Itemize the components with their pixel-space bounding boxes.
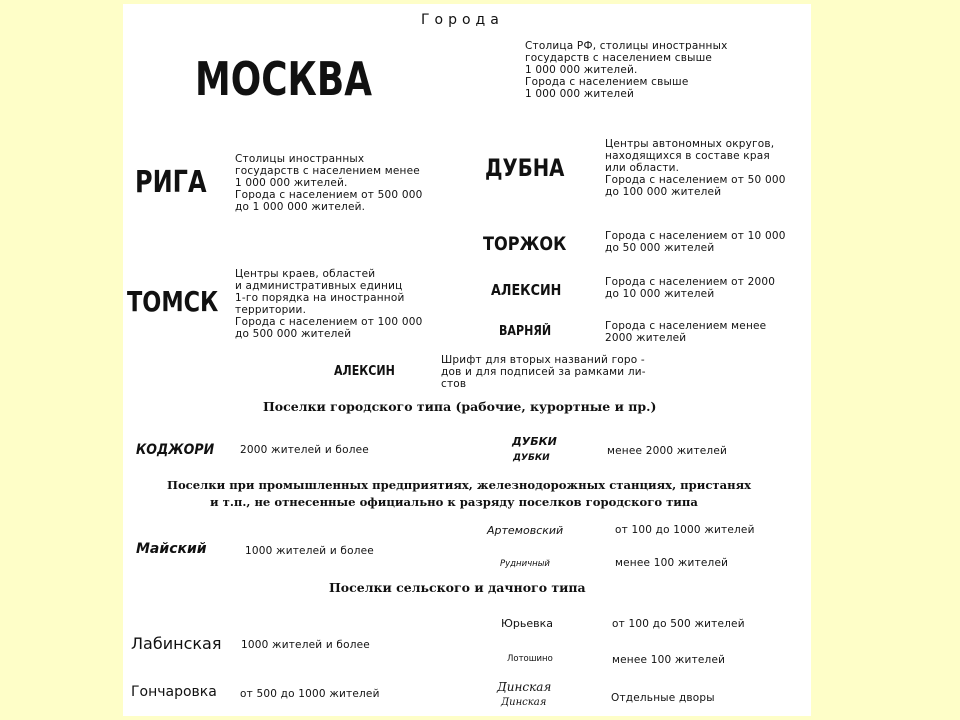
yards-name-2: Динская: [501, 697, 547, 708]
city-name-varnyay: ВАРНЯЙ: [499, 324, 552, 339]
settlement-name-lotoshino: Лотошино: [507, 654, 553, 664]
settlement-name-yuryevka: Юрьевка: [501, 617, 553, 630]
settlement-desc-goncharovka: от 500 до 1000 жителей: [240, 688, 380, 700]
yards-name-1: Динская: [497, 680, 552, 694]
settlement-name-labinskaya: Лабинская: [131, 634, 222, 653]
settlement-name-rudnichny: Рудничный: [500, 559, 550, 569]
settlement-desc-lotoshino: менее 100 жителей: [612, 654, 726, 666]
settlement-name-dubki-2: ДУБКИ: [513, 453, 550, 463]
settlement-name-dubki-1: ДУБКИ: [512, 435, 557, 448]
settlement-desc-yuryevka: от 100 до 500 жителей: [612, 618, 745, 630]
city-desc-dubna: Центры автономных округов, находящихся в составе края или области. Города с населением от 50 000 до 100 000 жителей: [605, 138, 786, 198]
city-name-tomsk: ТОМСК: [127, 285, 219, 318]
settlement-desc-dubki: менее 2000 жителей: [607, 445, 728, 457]
city-name-dubna: ДУБНА: [485, 154, 565, 182]
settlement-name-artemovsky: Артемовский: [487, 524, 564, 537]
settlement-desc-artemovsky: от 100 до 1000 жителей: [615, 524, 755, 536]
settlement-desc-labinskaya: 1000 жителей и более: [241, 639, 370, 651]
city-name-torzhok: ТОРЖОК: [483, 233, 567, 255]
settlement-desc-maysky: 1000 жителей и более: [245, 545, 374, 557]
settlement-name-goncharovka: Гончаровка: [131, 684, 217, 700]
heading-urban-settlements: Поселки городского типа (рабочие, курортные и пр.): [263, 399, 657, 414]
yards-desc: Отдельные дворы: [611, 692, 715, 704]
city-name-aleksin: АЛЕКСИН: [491, 281, 562, 299]
heading-rural-settlements: Поселки сельского и дачного типа: [329, 580, 586, 595]
heading-industrial-line2: и т.п., не отнесенные официально к разряду поселков городского типа: [210, 495, 698, 509]
city-desc-torzhok: Города с населением от 10 000 до 50 000 жителей: [605, 230, 786, 254]
heading-industrial-line1: Поселки при промышленных предприятиях, железнодорожных станциях, пристанях: [167, 478, 752, 492]
city-desc-tomsk: Центры краев, областей и административных единиц 1-го порядка на иностранной территории. Города с населением от 100 000 до 500 000 жителей: [235, 268, 423, 340]
second-name-sample: АЛЕКСИН: [334, 364, 395, 379]
city-name-moscow: МОСКВА: [195, 52, 372, 106]
second-name-desc: Шрифт для вторых названий горо - дов и для подписей за рамками ли- стов: [441, 354, 646, 390]
legend-title: Города: [421, 12, 504, 28]
settlement-desc-rudnichny: менее 100 жителей: [615, 557, 729, 569]
settlement-desc-kodzhori: 2000 жителей и более: [240, 444, 369, 456]
legend-sheet: [123, 4, 811, 716]
settlement-name-kodzhori: КОДЖОРИ: [136, 442, 215, 458]
city-desc-varnyay: Города с населением менее 2000 жителей: [605, 320, 767, 344]
city-desc-riga: Столицы иностранных государств с населением менее 1 000 000 жителей. Города с населением от 500 000 до 1 000 000 жителей.: [235, 153, 423, 213]
city-name-riga: РИГА: [135, 165, 207, 200]
city-desc-moscow: Столица РФ, столицы иностранных государств с населением свыше 1 000 000 жителей. Города с населением свыше 1 000 000 жителей: [525, 40, 728, 100]
city-desc-aleksin: Города с населением от 2000 до 10 000 жителей: [605, 276, 776, 300]
settlement-name-maysky: Майский: [136, 541, 207, 557]
